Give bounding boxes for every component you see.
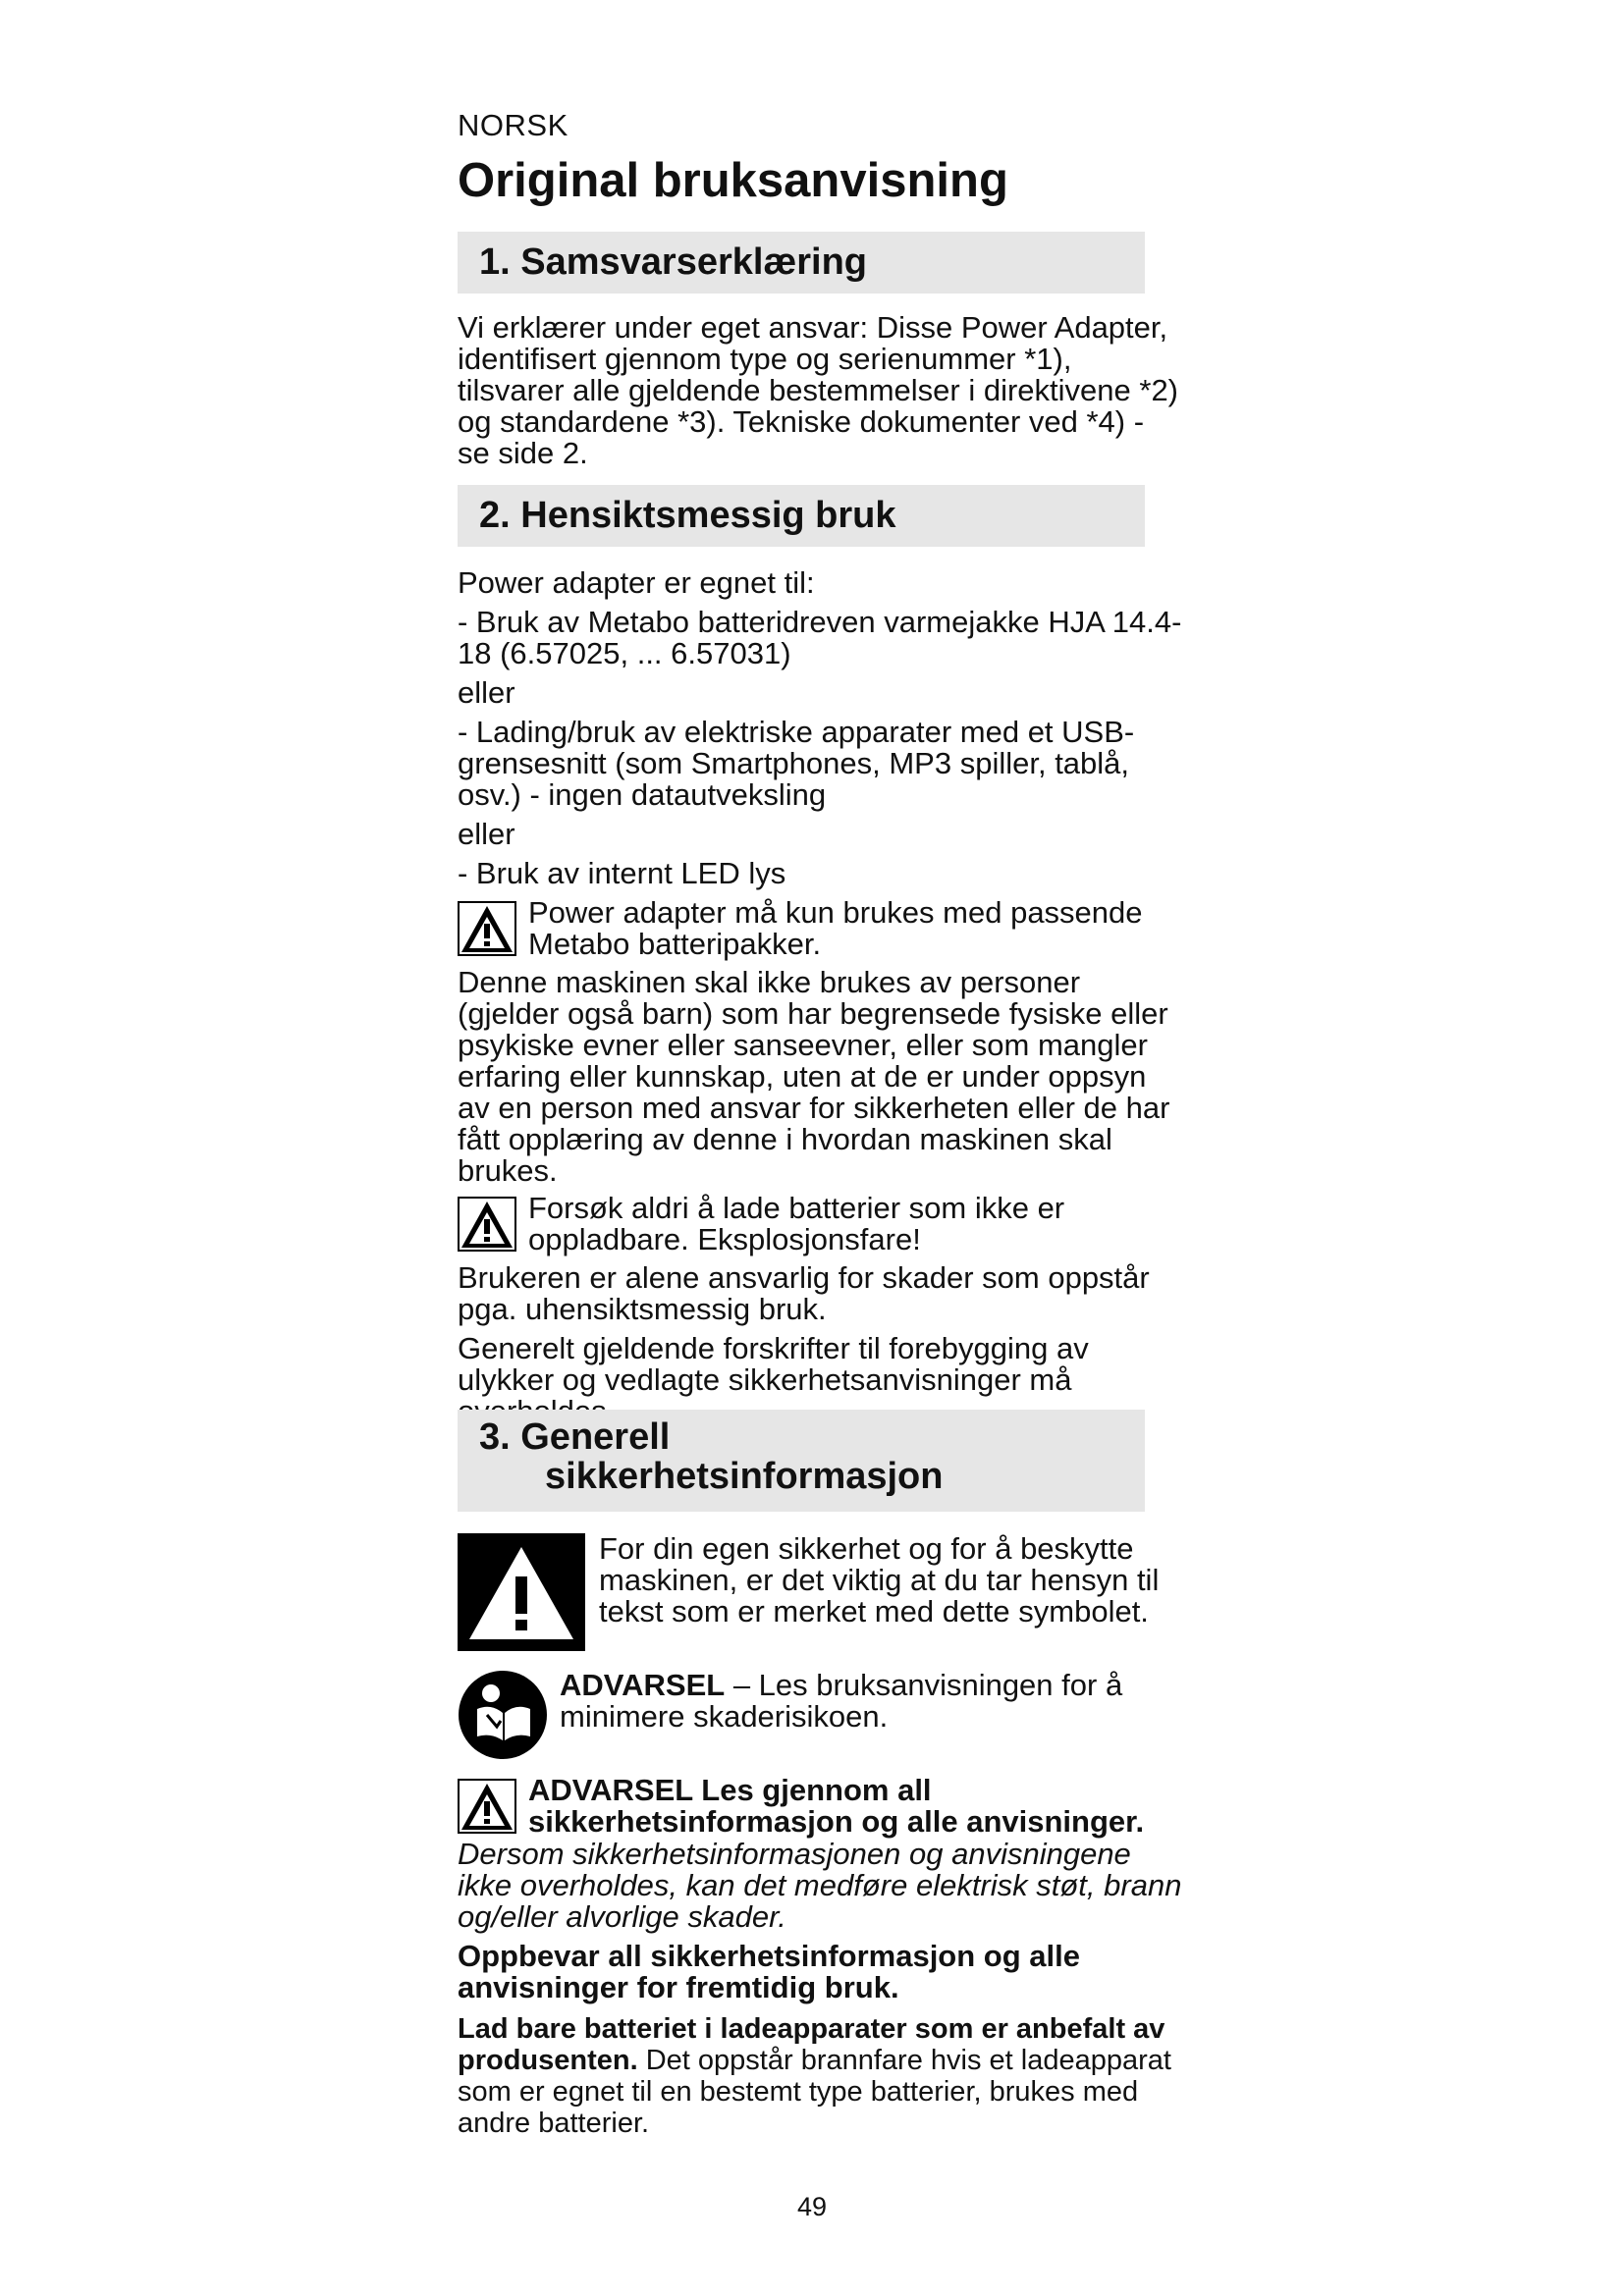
section-3-content (458, 1533, 1184, 2139)
charger-note-bold: Lad bare batteriet i ladeapparater som er anbefalt av produsenten. (458, 2013, 1165, 2076)
warning-note-battery-packs (458, 897, 1184, 961)
section-3-heading-line1: 3. Generell (479, 1416, 671, 1458)
persons-restriction: Denne maskinen skal ikke brukes av personer (gjelder også barn) som har begrensede fysiske eller psykiske evner eller sanseevner, eller som mangler erfaring eller kunnskap, uten at de er under oppsyn av en person med ansvar for sikkerheten eller de har fått opplæring av denne i hvordan maskinen skal brukes. (458, 965, 1170, 1188)
section-1-body: Vi erklærer under eget ansvar: Disse Power Adapter, identifisert gjennom type og serienummer *1), tilsvarer alle gjeldende bestemmelser i direktivene *2) og standardene *3). Tekniske dokumenter ved *4) - se side 2. (458, 310, 1179, 470)
charger-note (458, 2013, 1184, 2139)
read-manual-text (560, 1670, 1184, 1733)
read-manual-rest: – Les bruksanvisningen for å minimere skaderisikoen. (560, 1668, 1123, 1734)
keep-instructions-text: Oppbevar all sikkerhetsinformasjon og alle anvisninger for fremtidig bruk. (458, 1939, 1080, 2004)
consequence-text: Dersom sikkerhetsinformasjonen og anvisningene ikke overholdes, kan det medføre elektrisk støt, brann og/eller alvorlige skader. (458, 1837, 1182, 1934)
warning-text-battery-packs: Power adapter må kun brukes med passende Metabo batteripakker. (528, 895, 1143, 961)
regulations-text: Generelt gjeldende forskrifter til forebygging av ulykker og vedlagte sikkerhetsanvisninger må (458, 1331, 1089, 1397)
section-1-heading (458, 232, 1145, 294)
read-all-warning (458, 1775, 1184, 1839)
or-text: eller (458, 817, 515, 851)
section-3-heading (458, 1410, 1145, 1512)
warning-icon (458, 901, 516, 961)
symbol-explanation (458, 1533, 1184, 1656)
read-manual-bold: ADVARSEL (560, 1668, 726, 1702)
read-manual-note (458, 1670, 1184, 1765)
warning-icon (458, 1779, 516, 1839)
section-2-content (458, 567, 1184, 1427)
section-3-heading-line2: sikkerhetsinformasjon (545, 1456, 944, 1497)
section-2-heading (458, 485, 1145, 547)
or-text: eller (458, 675, 515, 710)
use-item-led-light: - Bruk av internt LED lys (458, 856, 786, 890)
language-label: NORSK (458, 108, 568, 142)
symbol-explanation-text: For din egen sikkerhet og for å beskytte maskinen, er det viktig at du tar hensyn til tekst som er merket med dette symbolet. (599, 1531, 1160, 1629)
charger-note-rest: Det oppstår brannfare hvis et ladeapparat som er egnet til en bestemt type batterier, brukes med andre batterier. (458, 2045, 1171, 2139)
warning-icon (458, 1197, 516, 1256)
use-item-usb-charging: - Lading/bruk av elektriske apparater med et USB-grensesnitt (som Smartphones, MP3 spiller, tablå, osv.) - ingen datautveksling (458, 715, 1135, 812)
warning-text-non-rechargeable: Forsøk aldri å lade batterier som ikke er oppladbare. Eksplosjonsfare! (528, 1191, 1065, 1256)
use-item-heated-jacket: - Bruk av Metabo batteridreven varmejakke HJA 14.4-18 (6.57025, ... 6.57031) (458, 605, 1182, 670)
warning-note-non-rechargeable (458, 1193, 1184, 1256)
read-all-warning-text: ADVARSEL Les gjennom all sikkerhetsinformasjon og alle anvisninger. (528, 1773, 1145, 1839)
read-manual-icon (458, 1670, 548, 1765)
section-2-heading-text: 2. Hensiktsmessig bruk (479, 495, 896, 536)
document-title: Original bruksanvisning (458, 154, 1008, 207)
page-number: 49 (796, 2192, 828, 2221)
liability-text: Brukeren er alene ansvarlig for skader som oppstår pga. uhensiktsmessig bruk. (458, 1260, 1150, 1326)
section-1-heading-text: 1. Samsvarserklæring (479, 241, 868, 283)
warning-icon (458, 1533, 585, 1656)
use-intro: Power adapter er egnet til: (458, 565, 815, 600)
